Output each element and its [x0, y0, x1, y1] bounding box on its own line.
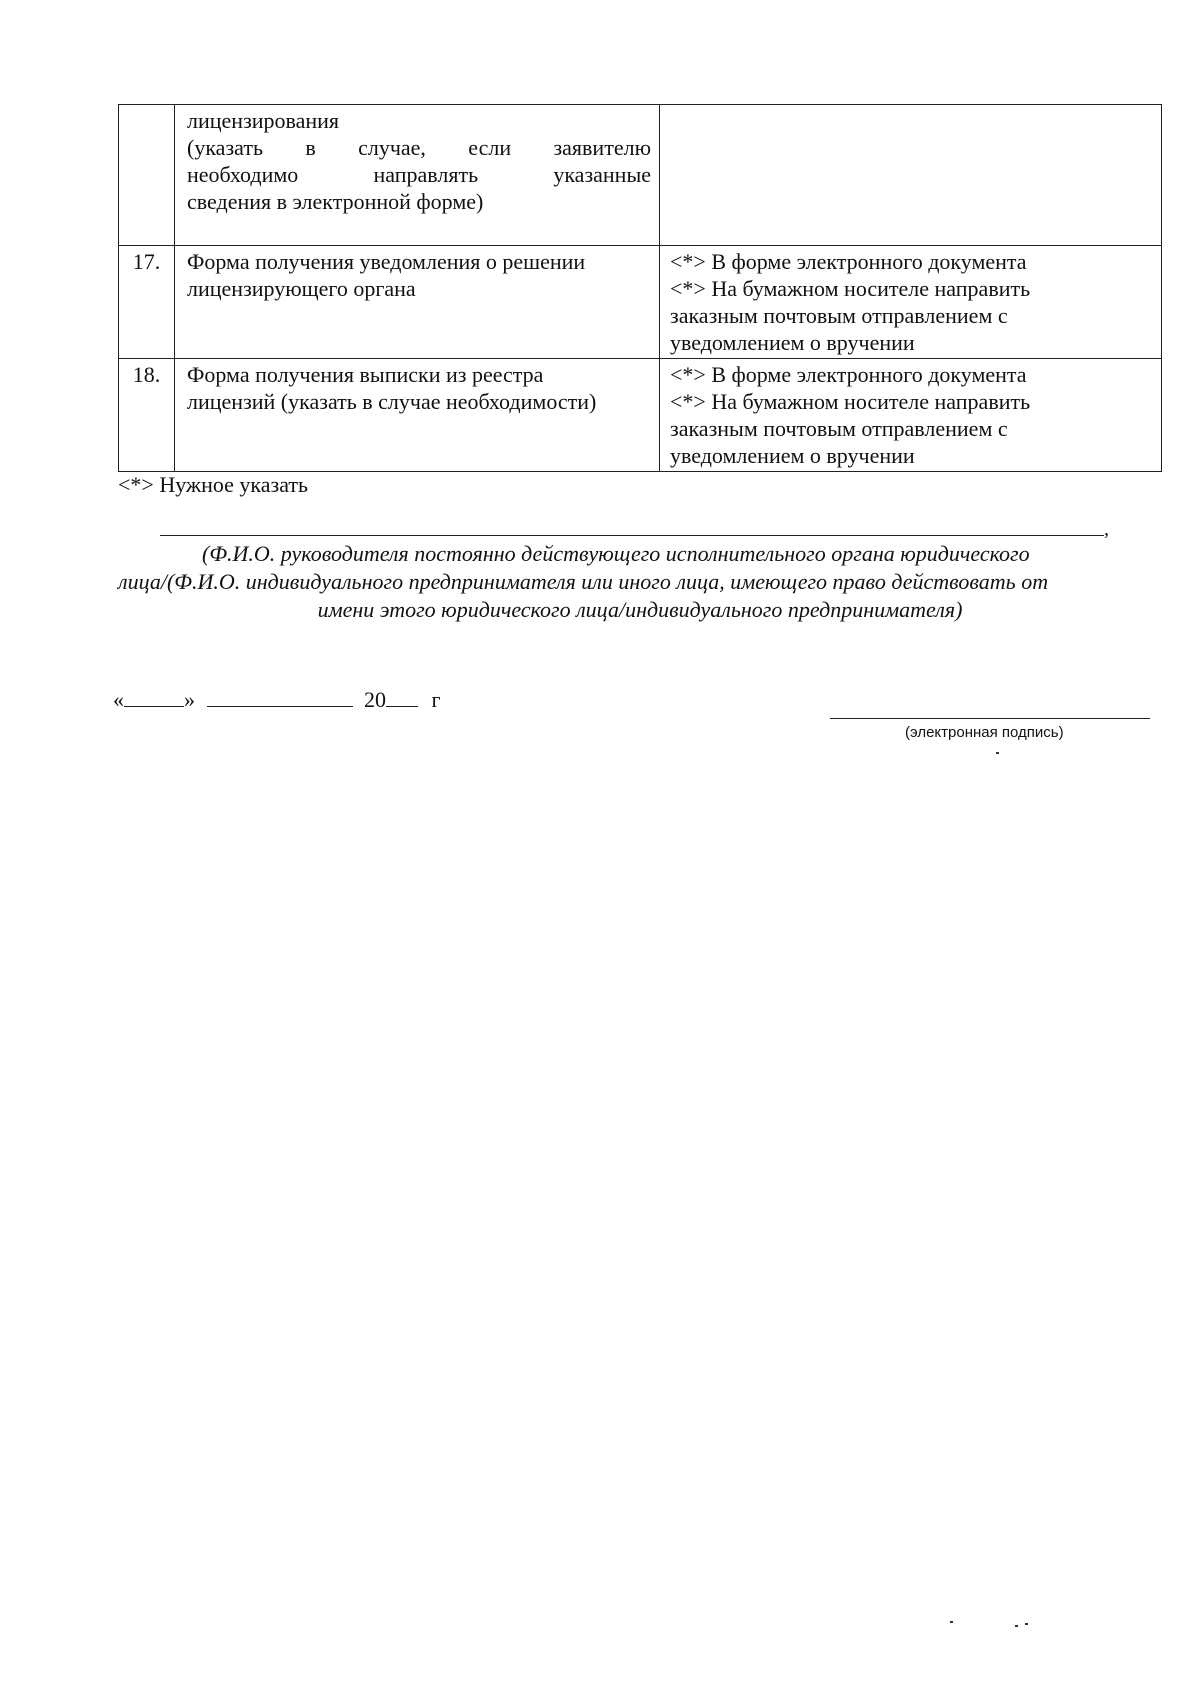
row-value-line: заказным почтовым отправлением с	[670, 416, 1008, 441]
year-suffix: г	[431, 687, 441, 712]
row-label-line: Форма получения выписки из реестра	[187, 362, 544, 387]
application-table	[118, 104, 1162, 472]
row-value-line: <*> На бумажном носителе направить	[670, 389, 1031, 414]
row-number: 17.	[132, 249, 161, 274]
day-blank	[124, 686, 184, 707]
signatory-caption	[118, 540, 1162, 624]
table-row	[119, 105, 1162, 246]
month-blank	[207, 686, 353, 707]
row-value-line: уведомлением о вручении	[670, 443, 915, 468]
caption-line: (Ф.И.О. руководителя постоянно действующего исполнительного органа юридического	[202, 541, 1030, 566]
row-number: 18.	[132, 362, 161, 387]
row-label-line: лицензирующего органа	[187, 276, 416, 301]
caption-line: имени этого юридического лица/индивидуального предпринимателя)	[317, 597, 963, 622]
row-label-cell	[175, 105, 660, 246]
row-label-cell	[175, 246, 660, 359]
row-number-cell	[119, 359, 175, 472]
row-label-line: (указать в случае, если заявителю	[187, 135, 651, 160]
row-value-cell	[660, 105, 1162, 246]
row-number-cell	[119, 105, 175, 246]
row-value-line: <*> В форме электронного документа	[670, 249, 1027, 274]
row-value-line: заказным почтовым отправлением с	[670, 303, 1008, 328]
date-line	[113, 686, 441, 713]
caption-line: лица/(Ф.И.О. индивидуального предпринимателя или иного лица, имеющего право действовать от	[118, 569, 1049, 594]
row-value-line: <*> На бумажном носителе направить	[670, 276, 1031, 301]
year-blank	[386, 686, 418, 707]
row-label-line: сведения в электронной форме)	[187, 189, 484, 214]
scan-speck	[1015, 1625, 1018, 1627]
row-value-line: <*> В форме электронного документа	[670, 362, 1027, 387]
row-label-cell	[175, 359, 660, 472]
row-label-line: Форма получения уведомления о решении	[187, 249, 586, 274]
footnote: <*> Нужное указать	[118, 472, 309, 497]
row-number-cell	[119, 246, 175, 359]
scan-speck	[950, 1621, 953, 1623]
esignature-label: (электронная подпись)	[905, 724, 1064, 741]
row-value-line: уведомлением о вручении	[670, 330, 915, 355]
row-label-line: лицензий (указать в случае необходимости)	[187, 389, 597, 414]
row-value-cell	[660, 359, 1162, 472]
scan-speck	[1025, 1623, 1028, 1625]
scan-speck	[996, 752, 999, 754]
date-open-quote: «	[113, 687, 124, 712]
row-value-cell	[660, 246, 1162, 359]
esignature-line	[830, 718, 1150, 719]
row-label-line: лицензирования	[187, 108, 340, 133]
date-close-quote: »	[184, 687, 195, 712]
table-row	[119, 246, 1162, 359]
year-prefix: 20	[364, 687, 386, 712]
table-row	[119, 359, 1162, 472]
signature-name-line	[160, 535, 1104, 536]
row-label-line: необходимо направлять указанные	[187, 162, 651, 187]
signature-comma: ,	[1104, 518, 1109, 540]
